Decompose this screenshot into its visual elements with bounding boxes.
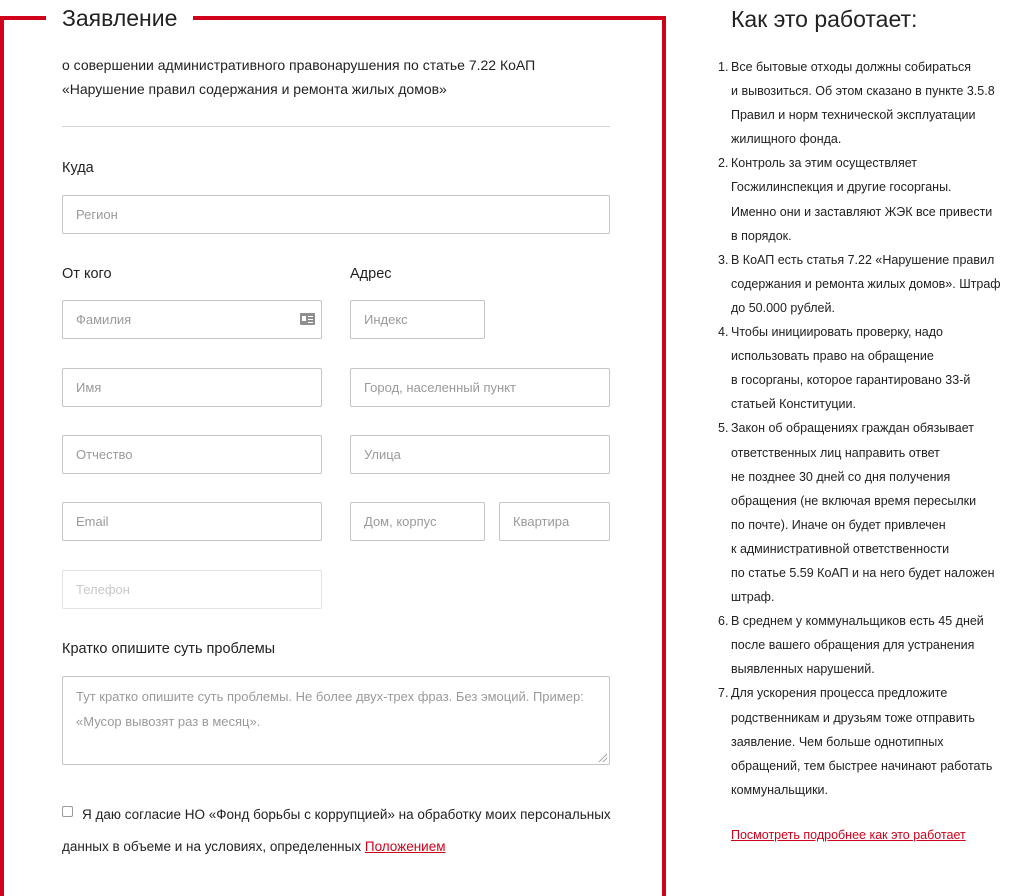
how-it-works-step [718, 55, 1024, 151]
step-number: 4. [718, 325, 729, 340]
problem-textarea[interactable] [62, 676, 610, 765]
subtitle-line-1: о совершении административного правонарушения по статье 7.22 КоАП [62, 57, 536, 73]
step-text-line: до 50.000 рублей. [731, 300, 835, 315]
step-text-line: к административной ответственности [731, 541, 950, 556]
consent-text [62, 799, 622, 863]
step-text-line: обращений, тем быстрее начинают работать [731, 758, 993, 773]
how-it-works-step [718, 416, 1024, 609]
how-it-works-step [718, 248, 1024, 320]
step-text-line: выявленных нарушений. [731, 662, 875, 677]
house-field[interactable]: Дом, корпус [350, 502, 485, 541]
phone-field[interactable]: Телефон [62, 570, 322, 609]
how-it-works-step [718, 681, 1024, 801]
step-number: 2. [718, 156, 729, 171]
patronymic-field[interactable]: Отчество [62, 435, 322, 474]
email-field[interactable]: Email [62, 502, 322, 541]
step-text-line: коммунальщики. [731, 782, 828, 797]
problem-placeholder-line-1: Тут кратко опишите суть проблемы. Не более двух-трех фраз. Без эмоций. Пример: [76, 689, 584, 704]
step-text-line: жилищного фонда. [731, 132, 842, 147]
lastname-field[interactable] [62, 300, 322, 339]
step-text-line: содержания и ремонта жилых домов». Штраф [731, 276, 1001, 291]
step-text-line: родственникам и друзьям тоже отправить [731, 710, 975, 725]
step-text-line: В среднем у коммунальщиков есть 45 дней [731, 614, 984, 629]
step-text-line: использовать право на обращение [731, 349, 934, 364]
step-text-line: не позднее 30 дней со дня получения [731, 469, 951, 484]
problem-placeholder-line-2: «Мусор вывозят раз в месяц». [76, 714, 261, 729]
from-label: От кого [62, 266, 112, 282]
street-field[interactable]: Улица [350, 435, 610, 474]
how-it-works-step [718, 151, 1024, 247]
lastname-placeholder: Фамилия [76, 312, 132, 327]
step-text-line: Для ускорения процесса предложите [731, 686, 948, 701]
step-number: 5. [718, 421, 729, 436]
step-text-line: Именно они и заставляют ЖЭК все привести [731, 204, 993, 219]
step-text-line: Контроль за этим осуществляет [731, 156, 918, 171]
step-text-line: ответственных лиц направить ответ [731, 445, 940, 460]
how-it-works-title: Как это работает: [731, 6, 918, 32]
step-text-line: по почте). Иначе он будет привлечен [731, 517, 946, 532]
step-text-line: В КоАП есть статья 7.22 «Нарушение правил [731, 252, 995, 267]
how-it-works-step [718, 320, 1024, 416]
form-subtitle [62, 53, 622, 101]
step-text-line: обращения (не включая время пересылки [731, 493, 977, 508]
apartment-field[interactable]: Квартира [499, 502, 610, 541]
step-number: 3. [718, 252, 729, 267]
step-text-line: заявление. Чем больше однотипных [731, 734, 944, 749]
step-text-line: статьей Конституции. [731, 397, 856, 412]
step-text-line: и вывозиться. Об этом сказано в пункте 3.5.8 [731, 84, 995, 99]
more-details-link[interactable]: Посмотреть подробнее как это работает [731, 828, 966, 842]
step-text-line: Чтобы инициировать проверку, надо [731, 325, 943, 340]
form-divider [62, 126, 610, 127]
subtitle-line-2: «Нарушение правил содержания и ремонта жилых домов» [62, 81, 447, 97]
step-text-line: Закон об обращениях граждан обязывает [731, 421, 974, 436]
step-text-line: штраф. [731, 590, 775, 605]
contact-card-icon[interactable] [300, 313, 315, 325]
how-it-works-list [718, 55, 1024, 802]
step-text-line: Все бытовые отходы должны собираться [731, 60, 972, 74]
to-label: Куда [62, 160, 94, 176]
consent-line-1: Я даю согласие НО «Фонд борьбы с коррупцией» на обработку моих персональных [82, 807, 611, 822]
step-number: 7. [718, 686, 729, 701]
step-text-line: после вашего обращения для устранения [731, 638, 975, 653]
step-number: 1. [718, 60, 729, 74]
step-text-line: в госорганы, которое гарантировано 33-й [731, 373, 971, 388]
step-text-line: в порядок. [731, 228, 792, 243]
address-label: Адрес [350, 266, 392, 282]
resize-handle-icon[interactable] [597, 752, 607, 762]
step-text-line: по статье 5.59 КоАП и на него будет наложен [731, 565, 995, 580]
region-field[interactable]: Регион [62, 195, 610, 234]
index-field[interactable]: Индекс [350, 300, 485, 339]
consent-line-2: данных в объеме и на условиях, определенных [62, 839, 362, 854]
problem-label: Кратко опишите суть проблемы [62, 641, 276, 657]
regulations-link[interactable]: Положением [364, 839, 446, 854]
step-text-line: Госжилинспекция и другие госорганы. [731, 180, 952, 195]
form-title: Заявление [46, 3, 193, 33]
firstname-field[interactable]: Имя [62, 368, 322, 407]
city-field[interactable]: Город, населенный пункт [350, 368, 610, 407]
step-text-line: Правил и норм технической эксплуатации [731, 108, 976, 123]
step-number: 6. [718, 614, 729, 629]
how-it-works-step [718, 609, 1024, 681]
